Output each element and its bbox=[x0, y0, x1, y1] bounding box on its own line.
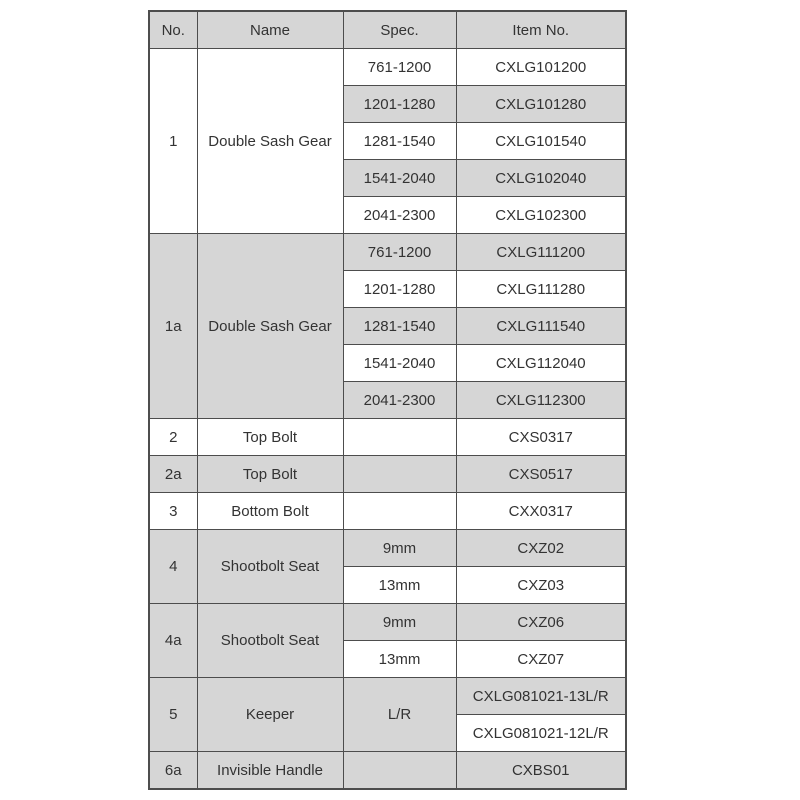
cell-no: 2 bbox=[149, 419, 197, 456]
cell-name: Bottom Bolt bbox=[197, 493, 343, 530]
cell-item: CXLG112040 bbox=[456, 345, 626, 382]
cell-no: 4a bbox=[149, 604, 197, 678]
table-row bbox=[149, 752, 626, 790]
cell-item: CXS0317 bbox=[456, 419, 626, 456]
table-row bbox=[149, 49, 626, 86]
cell-item: CXS0517 bbox=[456, 456, 626, 493]
cell-item: CXZ02 bbox=[456, 530, 626, 567]
cell-spec: 1201-1280 bbox=[343, 86, 456, 123]
cell-spec bbox=[343, 419, 456, 456]
cell-item: CXZ06 bbox=[456, 604, 626, 641]
cell-no: 1 bbox=[149, 49, 197, 234]
cell-spec: 761-1200 bbox=[343, 49, 456, 86]
table-row bbox=[149, 234, 626, 271]
cell-spec bbox=[343, 752, 456, 790]
cell-item: CXLG112300 bbox=[456, 382, 626, 419]
cell-item: CXLG101200 bbox=[456, 49, 626, 86]
table-header bbox=[149, 11, 626, 49]
cell-name: Shootbolt Seat bbox=[197, 530, 343, 604]
cell-no: 3 bbox=[149, 493, 197, 530]
cell-spec: 9mm bbox=[343, 530, 456, 567]
cell-item: CXLG102040 bbox=[456, 160, 626, 197]
cell-item: CXLG101540 bbox=[456, 123, 626, 160]
cell-name: Double Sash Gear bbox=[197, 49, 343, 234]
cell-item: CXLG111200 bbox=[456, 234, 626, 271]
header-row bbox=[149, 11, 626, 49]
cell-name: Invisible Handle bbox=[197, 752, 343, 790]
cell-item: CXZ03 bbox=[456, 567, 626, 604]
header-cell-item: Item No. bbox=[456, 11, 626, 49]
parts-table bbox=[148, 10, 627, 790]
cell-spec: 2041-2300 bbox=[343, 382, 456, 419]
cell-spec: 1201-1280 bbox=[343, 271, 456, 308]
cell-item: CXX0317 bbox=[456, 493, 626, 530]
table-row bbox=[149, 530, 626, 567]
cell-spec: 13mm bbox=[343, 641, 456, 678]
cell-name: Top Bolt bbox=[197, 456, 343, 493]
cell-name: Keeper bbox=[197, 678, 343, 752]
table-row bbox=[149, 456, 626, 493]
cell-name: Top Bolt bbox=[197, 419, 343, 456]
header-cell-no: No. bbox=[149, 11, 197, 49]
parts-table-container bbox=[148, 10, 627, 790]
cell-spec bbox=[343, 493, 456, 530]
cell-item: CXBS01 bbox=[456, 752, 626, 790]
table-row bbox=[149, 604, 626, 641]
cell-no: 6a bbox=[149, 752, 197, 790]
cell-spec: L/R bbox=[343, 678, 456, 752]
cell-spec: 1281-1540 bbox=[343, 308, 456, 345]
cell-spec: 1541-2040 bbox=[343, 160, 456, 197]
cell-item: CXLG111280 bbox=[456, 271, 626, 308]
cell-spec: 9mm bbox=[343, 604, 456, 641]
cell-item: CXLG111540 bbox=[456, 308, 626, 345]
table-row bbox=[149, 493, 626, 530]
cell-spec: 1281-1540 bbox=[343, 123, 456, 160]
table-row bbox=[149, 678, 626, 715]
table-body bbox=[149, 49, 626, 790]
header-cell-spec: Spec. bbox=[343, 11, 456, 49]
header-cell-name: Name bbox=[197, 11, 343, 49]
cell-spec: 2041-2300 bbox=[343, 197, 456, 234]
cell-item: CXLG081021-12L/R bbox=[456, 715, 626, 752]
cell-name: Shootbolt Seat bbox=[197, 604, 343, 678]
cell-no: 4 bbox=[149, 530, 197, 604]
table-row bbox=[149, 419, 626, 456]
cell-no: 1a bbox=[149, 234, 197, 419]
cell-item: CXLG081021-13L/R bbox=[456, 678, 626, 715]
cell-spec: 1541-2040 bbox=[343, 345, 456, 382]
cell-item: CXLG102300 bbox=[456, 197, 626, 234]
cell-spec: 761-1200 bbox=[343, 234, 456, 271]
cell-spec bbox=[343, 456, 456, 493]
cell-item: CXLG101280 bbox=[456, 86, 626, 123]
cell-item: CXZ07 bbox=[456, 641, 626, 678]
cell-spec: 13mm bbox=[343, 567, 456, 604]
cell-no: 2a bbox=[149, 456, 197, 493]
cell-name: Double Sash Gear bbox=[197, 234, 343, 419]
cell-no: 5 bbox=[149, 678, 197, 752]
